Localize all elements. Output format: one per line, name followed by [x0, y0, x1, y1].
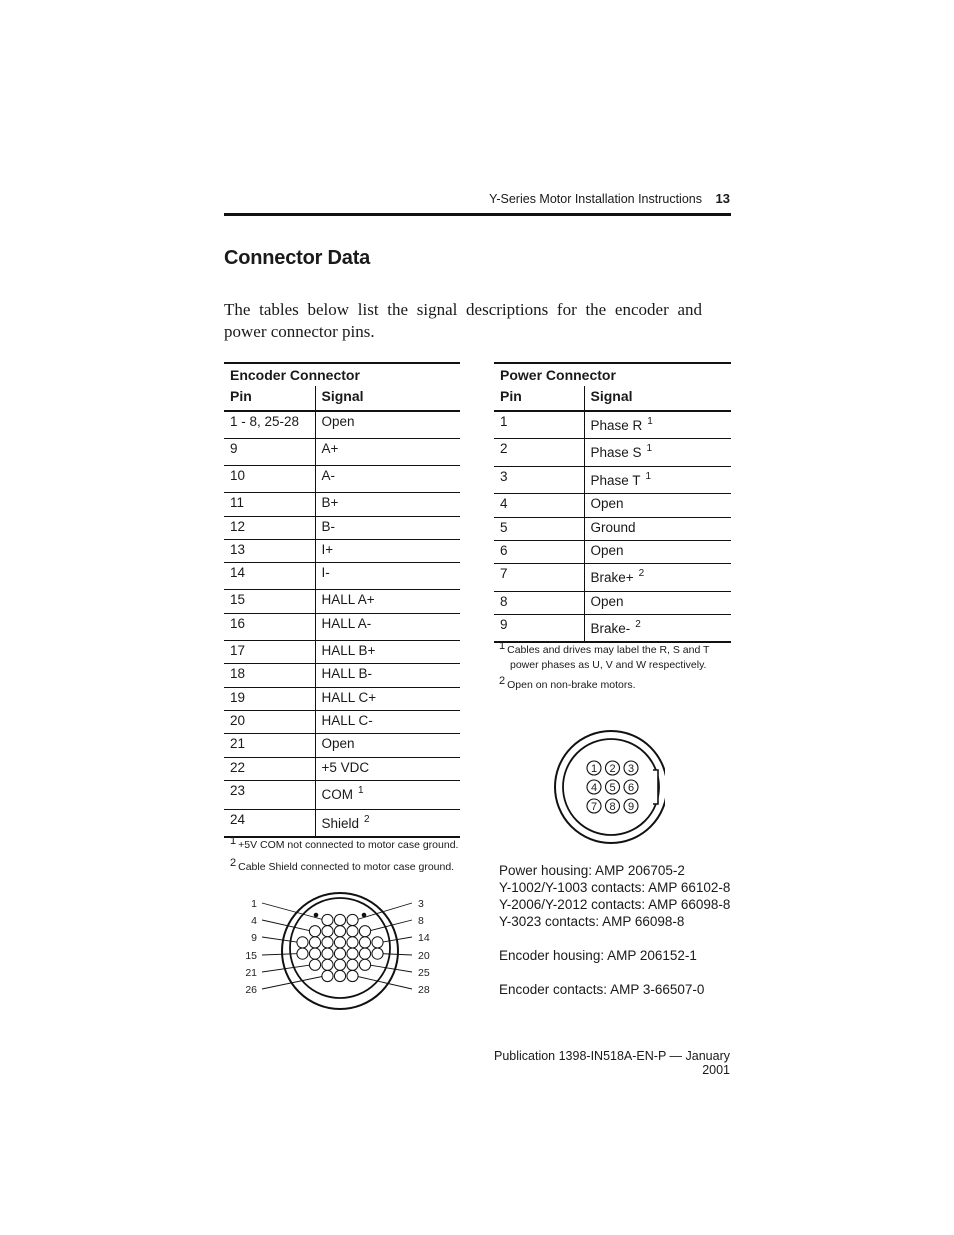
- power-signal-text: Open: [590, 542, 624, 558]
- encoder-pin-contact: [309, 926, 320, 937]
- encoder-index-dot: [314, 913, 319, 918]
- encoder-pin-cell: 19: [224, 687, 315, 710]
- encoder-pin-contact: [297, 937, 308, 948]
- encoder-pin-cell: 14: [224, 562, 315, 589]
- power-row: [494, 438, 731, 466]
- encoder-signal-cell: [315, 780, 460, 809]
- encoder-row: [224, 733, 460, 757]
- power-footnote-text: Cables and drives may label the R, S and T: [507, 644, 710, 656]
- encoder-pin-label-left: 4: [251, 915, 257, 927]
- power-key-notch: [653, 770, 658, 804]
- spec-line: Encoder contacts: AMP 3-66507-0: [499, 982, 705, 997]
- power-row: [494, 493, 731, 517]
- encoder-pin-contact: [322, 926, 333, 937]
- spec-line: Y-2006/Y-2012 contacts: AMP 66098-8: [499, 897, 731, 912]
- encoder-pin-label-left: 1: [251, 898, 257, 910]
- encoder-signal-text: B-: [321, 518, 335, 534]
- encoder-pin-contact: [347, 970, 358, 981]
- power-pin-number: 7: [590, 801, 598, 813]
- power-footnote: [499, 640, 739, 673]
- encoder-pin-contact: [359, 926, 370, 937]
- power-pin-cell: 1: [494, 411, 584, 438]
- encoder-connector-diagram: [240, 890, 440, 1015]
- encoder-pin-cell: 24: [224, 809, 315, 837]
- encoder-pin-contact: [359, 937, 370, 948]
- encoder-pin-cell: 17: [224, 640, 315, 663]
- encoder-footnote-ref: 2: [364, 813, 370, 825]
- encoder-pin-cell: 20: [224, 710, 315, 733]
- encoder-pin-contact: [347, 937, 358, 948]
- power-pin-number: 5: [609, 782, 616, 794]
- power-signal-text: Ground: [590, 519, 636, 535]
- encoder-pin-cell: 9: [224, 438, 315, 465]
- power-footnote-ref: 1: [646, 442, 653, 454]
- encoder-row: [224, 757, 460, 780]
- encoder-pin-contact: [322, 914, 333, 925]
- power-footnote-ref: 2: [635, 618, 641, 630]
- power-pin-cell: 9: [494, 614, 584, 642]
- encoder-row: [224, 562, 460, 589]
- encoder-row: [224, 465, 460, 492]
- encoder-pin-cell: 15: [224, 589, 315, 613]
- encoder-signal-text: A-: [321, 467, 335, 483]
- encoder-signal-cell: [315, 492, 460, 516]
- encoder-pin-contact: [334, 959, 345, 970]
- power-signal-text: Open: [590, 593, 624, 609]
- encoder-pin-cell: 22: [224, 757, 315, 780]
- header-rule: [224, 213, 731, 216]
- connector-specs: [499, 862, 730, 998]
- encoder-row: [224, 710, 460, 733]
- power-footnote-text-cont: power phases as U, V and W respectively.: [510, 659, 707, 671]
- encoder-pin-cell: 12: [224, 516, 315, 539]
- encoder-footnote: [230, 835, 470, 853]
- power-signal-text: Open: [590, 495, 624, 511]
- spec-line: Encoder housing: AMP 206152-1: [499, 948, 697, 963]
- encoder-pin-label-right: 14: [418, 932, 430, 944]
- encoder-row: [224, 663, 460, 687]
- encoder-row: [224, 589, 460, 613]
- encoder-pin-contact: [309, 948, 320, 959]
- encoder-signal-text: +5 VDC: [321, 759, 370, 775]
- power-row: [494, 411, 731, 438]
- power-signal-text: Brake-: [590, 620, 631, 636]
- power-signal-cell: [584, 614, 731, 642]
- running-title: Y-Series Motor Installation Instructions: [489, 192, 702, 206]
- encoder-signal-text: HALL B+: [321, 642, 376, 658]
- encoder-pin-cell: 21: [224, 733, 315, 757]
- encoder-pin-contact: [359, 948, 370, 959]
- encoder-signal-text: Open: [321, 414, 355, 429]
- power-pin-number: 9: [627, 801, 635, 813]
- publication-footer: Publication 1398-IN518A-EN-P — January 2001: [493, 1049, 730, 1077]
- encoder-pin-contact: [372, 948, 383, 959]
- power-signal-cell: [584, 411, 731, 438]
- encoder-signal-text: HALL A-: [321, 615, 372, 631]
- power-footnote-ref: 1: [647, 416, 653, 427]
- encoder-pin-contact: [347, 959, 358, 970]
- encoder-pin-cell: 16: [224, 613, 315, 640]
- power-row: [494, 563, 731, 591]
- power-pin-cell: 8: [494, 591, 584, 614]
- encoder-signal-text: HALL B-: [321, 665, 373, 681]
- encoder-signal-text: HALL C+: [321, 689, 377, 705]
- encoder-signal-text: I+: [321, 541, 334, 557]
- encoder-signal-cell: [315, 757, 460, 780]
- encoder-pin-contact: [334, 926, 345, 937]
- encoder-pin-label-left: 26: [245, 984, 257, 996]
- power-signal-text: Phase R: [590, 418, 643, 433]
- power-pin-cell: 4: [494, 493, 584, 517]
- encoder-col-pin: Pin: [224, 386, 315, 411]
- encoder-pin-contact: [347, 948, 358, 959]
- power-pin-number: 4: [590, 782, 598, 794]
- encoder-signal-cell: [315, 562, 460, 589]
- encoder-signal-cell: [315, 710, 460, 733]
- encoder-footnote-number: 2: [230, 857, 237, 869]
- encoder-pin-contact: [322, 959, 333, 970]
- encoder-row: [224, 438, 460, 465]
- encoder-signal-cell: [315, 465, 460, 492]
- power-signal-cell: [584, 438, 731, 466]
- encoder-signal-text: A+: [321, 440, 339, 456]
- encoder-signal-cell: [315, 539, 460, 562]
- power-signal-text: Phase T: [590, 472, 641, 488]
- encoder-index-dot: [362, 913, 367, 918]
- power-footnote: [499, 675, 739, 693]
- encoder-signal-text: Shield: [321, 815, 360, 831]
- power-footnote-ref: 1: [645, 470, 652, 482]
- encoder-pin-contact: [334, 970, 345, 981]
- power-pin-cell: 7: [494, 563, 584, 591]
- encoder-pin-contact: [372, 937, 383, 948]
- encoder-pin-label-right: 25: [418, 967, 430, 979]
- encoder-signal-cell: [315, 613, 460, 640]
- encoder-pin-contact: [322, 970, 333, 981]
- power-connector-table: [494, 362, 731, 643]
- encoder-pin-label-right: 8: [418, 915, 424, 927]
- encoder-signal-cell: [315, 589, 460, 613]
- encoder-pin-contact: [334, 914, 345, 925]
- power-signal-cell: [584, 517, 731, 540]
- encoder-pin-contact: [322, 948, 333, 959]
- encoder-footnote-text: Cable Shield connected to motor case ground.: [238, 861, 455, 873]
- encoder-pin-label-left: 9: [251, 932, 257, 944]
- encoder-signal-text: Open: [321, 735, 355, 751]
- power-signal-text: Brake+: [590, 569, 634, 585]
- power-signal-cell: [584, 591, 731, 614]
- power-pin-cell: 3: [494, 466, 584, 493]
- spec-line: Y-1002/Y-1003 contacts: AMP 66102-8: [499, 880, 731, 895]
- encoder-pin-contact: [334, 937, 345, 948]
- encoder-signal-cell: [315, 809, 460, 837]
- encoder-pin-contact: [359, 959, 370, 970]
- encoder-pin-cell: 18: [224, 663, 315, 687]
- power-pin-number: 3: [627, 763, 635, 775]
- encoder-row: [224, 411, 460, 438]
- encoder-pin-label-left: 21: [245, 967, 257, 979]
- encoder-signal-text: B+: [321, 494, 339, 510]
- power-row: [494, 517, 731, 540]
- power-col-pin: Pin: [494, 386, 584, 411]
- power-row: [494, 591, 731, 614]
- encoder-row: [224, 516, 460, 539]
- encoder-table-caption: Encoder Connector: [224, 363, 460, 386]
- encoder-footnote-text: +5V COM not connected to motor case ground.: [238, 839, 459, 851]
- encoder-pin-cell: 1 - 8, 25-28: [224, 411, 315, 438]
- encoder-pin-label-right: 28: [418, 984, 430, 996]
- encoder-signal-cell: [315, 438, 460, 465]
- encoder-footnote-number: 1: [230, 835, 237, 847]
- encoder-connector-table: [224, 362, 460, 838]
- spec-line: Power housing: AMP 206705-2: [499, 863, 685, 878]
- power-signal-cell: [584, 466, 731, 493]
- encoder-pin-contact: [347, 926, 358, 937]
- power-pin-number: 8: [609, 801, 616, 813]
- power-pin-number: 1: [590, 763, 598, 775]
- encoder-footnote-ref: 1: [358, 784, 364, 796]
- encoder-row: [224, 780, 460, 809]
- encoder-signal-text: HALL C-: [321, 712, 373, 728]
- spec-spacer: [499, 930, 730, 947]
- power-pin-cell: 6: [494, 540, 584, 563]
- encoder-pin-cell: 13: [224, 539, 315, 562]
- encoder-pin-label-right: 3: [418, 898, 424, 910]
- encoder-row: [224, 640, 460, 663]
- page-number: 13: [715, 191, 730, 206]
- power-pin-number: 2: [609, 763, 616, 775]
- power-col-signal: Signal: [584, 386, 731, 411]
- encoder-pin-contact: [347, 914, 358, 925]
- encoder-row: [224, 613, 460, 640]
- power-row: [494, 466, 731, 493]
- encoder-signal-cell: [315, 733, 460, 757]
- encoder-pin-contact: [334, 948, 345, 959]
- power-row: [494, 540, 731, 563]
- power-signal-cell: [584, 540, 731, 563]
- power-pin-number: 6: [627, 782, 635, 794]
- encoder-col-signal: Signal: [315, 386, 460, 411]
- encoder-row: [224, 492, 460, 516]
- power-footnote-number: 2: [499, 675, 506, 687]
- power-row: [494, 614, 731, 642]
- spec-spacer: [499, 964, 730, 981]
- power-table-caption: Power Connector: [494, 363, 731, 386]
- encoder-signal-text: COM: [321, 786, 353, 802]
- encoder-pin-cell: 10: [224, 465, 315, 492]
- power-signal-cell: [584, 493, 731, 517]
- power-pin-cell: 2: [494, 438, 584, 466]
- encoder-row: [224, 539, 460, 562]
- encoder-pin-contact: [309, 959, 320, 970]
- power-connector-diagram: [550, 720, 665, 852]
- encoder-row: [224, 809, 460, 837]
- encoder-pin-cell: 23: [224, 780, 315, 809]
- power-footnote-ref: 2: [638, 567, 645, 579]
- encoder-pin-label-left: 15: [245, 950, 257, 962]
- power-pin-cell: 5: [494, 517, 584, 540]
- encoder-signal-text: HALL A+: [321, 591, 375, 607]
- encoder-signal-text: I-: [321, 564, 330, 580]
- intro-paragraph: The tables below list the signal descriptions for the encoder and power connector pins.: [224, 300, 702, 341]
- power-footnote-text: Open on non-brake motors.: [507, 679, 636, 691]
- encoder-pin-label-right: 20: [418, 950, 430, 962]
- page-title: Connector Data: [224, 247, 371, 269]
- power-footnote-number: 1: [499, 640, 506, 652]
- encoder-pin-contact: [297, 948, 308, 959]
- encoder-pin-cell: 11: [224, 492, 315, 516]
- encoder-signal-cell: [315, 516, 460, 539]
- encoder-signal-cell: [315, 663, 460, 687]
- power-signal-text: Phase S: [590, 444, 642, 460]
- encoder-footnote: [230, 857, 470, 875]
- spec-line: Y-3023 contacts: AMP 66098-8: [499, 914, 685, 929]
- encoder-pin-contact: [309, 937, 320, 948]
- power-footnotes: [499, 640, 739, 693]
- encoder-signal-cell: [315, 640, 460, 663]
- encoder-signal-cell: [315, 687, 460, 710]
- encoder-pin-contact: [322, 937, 333, 948]
- power-signal-cell: [584, 563, 731, 591]
- encoder-footnotes: [230, 835, 470, 875]
- encoder-row: [224, 687, 460, 710]
- encoder-signal-cell: [315, 411, 460, 438]
